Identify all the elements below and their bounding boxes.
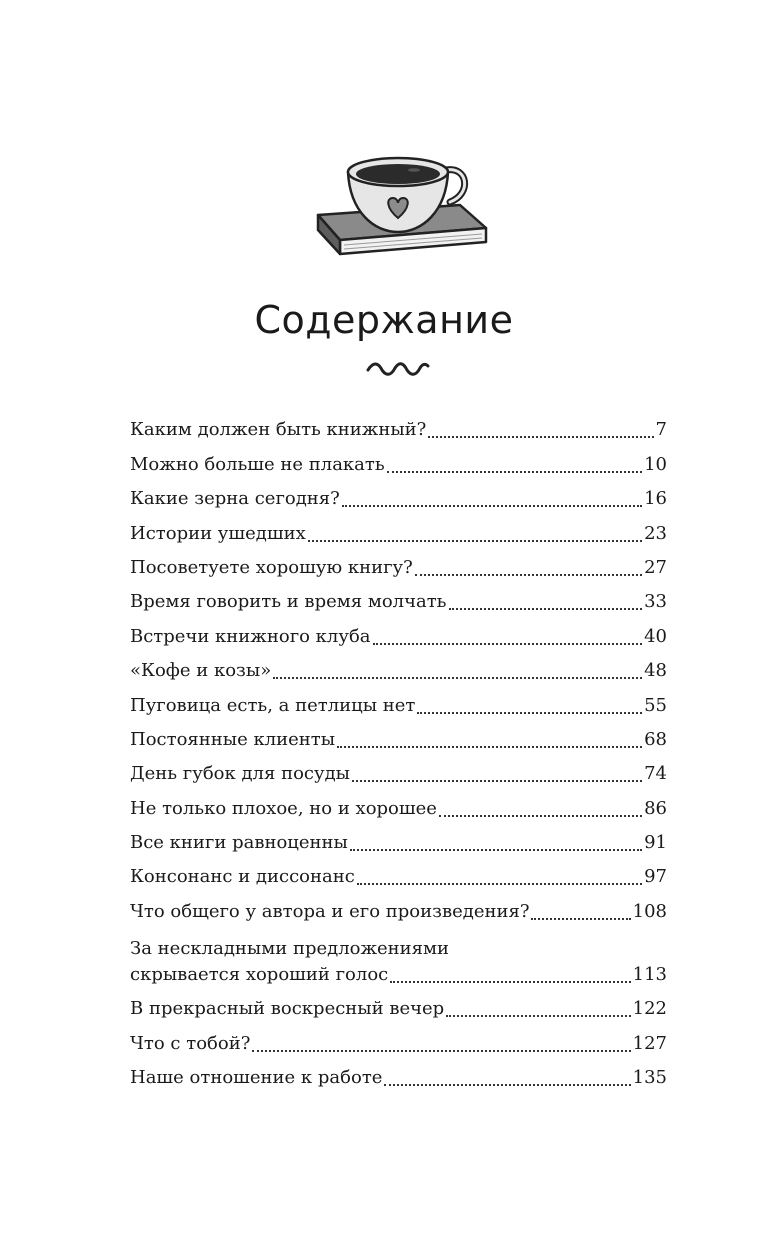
toc-entry[interactable] (130, 511, 667, 545)
toc-entry-page: 86 (644, 797, 667, 819)
toc-entry-title-line2: скрывается хороший голос (130, 963, 389, 985)
toc-entry-title: Истории ушедших (130, 522, 306, 544)
toc-entry-page: 10 (644, 453, 667, 475)
toc-entry-title: День губок для посуды (130, 763, 350, 785)
dot-leader (384, 1083, 630, 1086)
toc-entry-page: 113 (632, 963, 667, 985)
dot-leader (350, 848, 642, 851)
toc-entry-title: Что общего у автора и его произведения? (130, 900, 530, 922)
toc-entry-page: 74 (644, 763, 667, 785)
toc-entry[interactable] (130, 889, 667, 923)
toc-entry-title: Время говорить и время молчать (130, 591, 447, 613)
dot-leader (273, 676, 642, 679)
toc-entry-line2 (130, 963, 667, 987)
toc-entry[interactable] (130, 786, 667, 820)
toc-entry-title: Не только плохое, но и хорошее (130, 797, 437, 819)
toc-entry-title: В прекрасный воскресный вечер (130, 998, 445, 1020)
toc-entry[interactable] (130, 683, 667, 717)
toc-entry-title: Постоянные клиенты (130, 728, 336, 750)
toc-entry-page: 91 (644, 832, 667, 854)
toc-entry[interactable] (130, 649, 667, 683)
toc-entry-page: 55 (644, 694, 667, 716)
dot-leader (252, 1049, 630, 1052)
dot-leader (439, 814, 642, 817)
toc-entry-page: 127 (632, 1032, 667, 1054)
toc-entry[interactable] (130, 718, 667, 752)
toc-entry[interactable] (130, 752, 667, 786)
dot-leader (390, 980, 630, 983)
toc-entry[interactable] (130, 924, 667, 987)
toc-entry-title: «Кофе и козы» (130, 660, 272, 682)
toc-entry-title: Консонанс и диссонанс (130, 866, 355, 888)
toc-entry-page: 7 (655, 419, 667, 441)
dot-leader (387, 470, 642, 473)
toc-entry-page: 27 (644, 556, 667, 578)
toc-entry[interactable] (130, 1021, 667, 1055)
toc-entry-title: Пуговица есть, а петлицы нет (130, 694, 416, 716)
toc-entry-page: 122 (632, 998, 667, 1020)
dot-leader (337, 745, 642, 748)
toc-entry[interactable] (130, 442, 667, 476)
toc-entry[interactable] (130, 546, 667, 580)
toc-entry-title: Наше отношение к работе (130, 1067, 383, 1089)
toc-entry-page: 97 (644, 866, 667, 888)
coffee-cup-on-book-illustration (310, 150, 490, 270)
toc-entry[interactable] (130, 477, 667, 511)
table-of-contents (130, 408, 667, 1090)
dot-leader (342, 504, 642, 507)
toc-entry[interactable] (130, 408, 667, 442)
toc-entry-title-line1: За нескладными предложениями (130, 937, 450, 959)
toc-entry-title: Посоветуете хорошую книгу? (130, 556, 413, 578)
toc-entry-page: 68 (644, 728, 667, 750)
toc-entry-page: 23 (644, 522, 667, 544)
dot-leader (352, 779, 642, 782)
toc-entry-title: Можно больше не плакать (130, 453, 385, 475)
toc-entry[interactable] (130, 855, 667, 889)
toc-entry-title: Что с тобой? (130, 1032, 251, 1054)
toc-entry-page: 108 (632, 900, 667, 922)
page-title: Содержание (254, 298, 514, 342)
toc-entry-page: 135 (632, 1067, 667, 1089)
toc-entry[interactable] (130, 614, 667, 648)
wave-ornament-icon (365, 358, 431, 376)
toc-entry[interactable] (130, 821, 667, 855)
dot-leader (449, 607, 643, 610)
dot-leader (357, 882, 642, 885)
toc-entry-title: Какие зерна сегодня? (130, 488, 340, 510)
dot-leader (446, 1014, 630, 1017)
dot-leader (415, 573, 642, 576)
toc-entry-page: 33 (644, 591, 667, 613)
toc-entry-title: Все книги равноценны (130, 832, 348, 854)
dot-leader (308, 539, 642, 542)
toc-entry-page: 48 (644, 660, 667, 682)
toc-entry-page: 16 (644, 488, 667, 510)
toc-entry-title: Каким должен быть книжный? (130, 419, 427, 441)
toc-entry[interactable] (130, 1056, 667, 1090)
toc-entry-title: Встречи книжного клуба (130, 625, 371, 647)
toc-entry[interactable] (130, 580, 667, 614)
dot-leader (531, 917, 630, 920)
dot-leader (428, 435, 653, 438)
dot-leader (373, 642, 643, 645)
toc-entry-page: 40 (644, 625, 667, 647)
dot-leader (417, 711, 642, 714)
toc-entry[interactable] (130, 987, 667, 1021)
